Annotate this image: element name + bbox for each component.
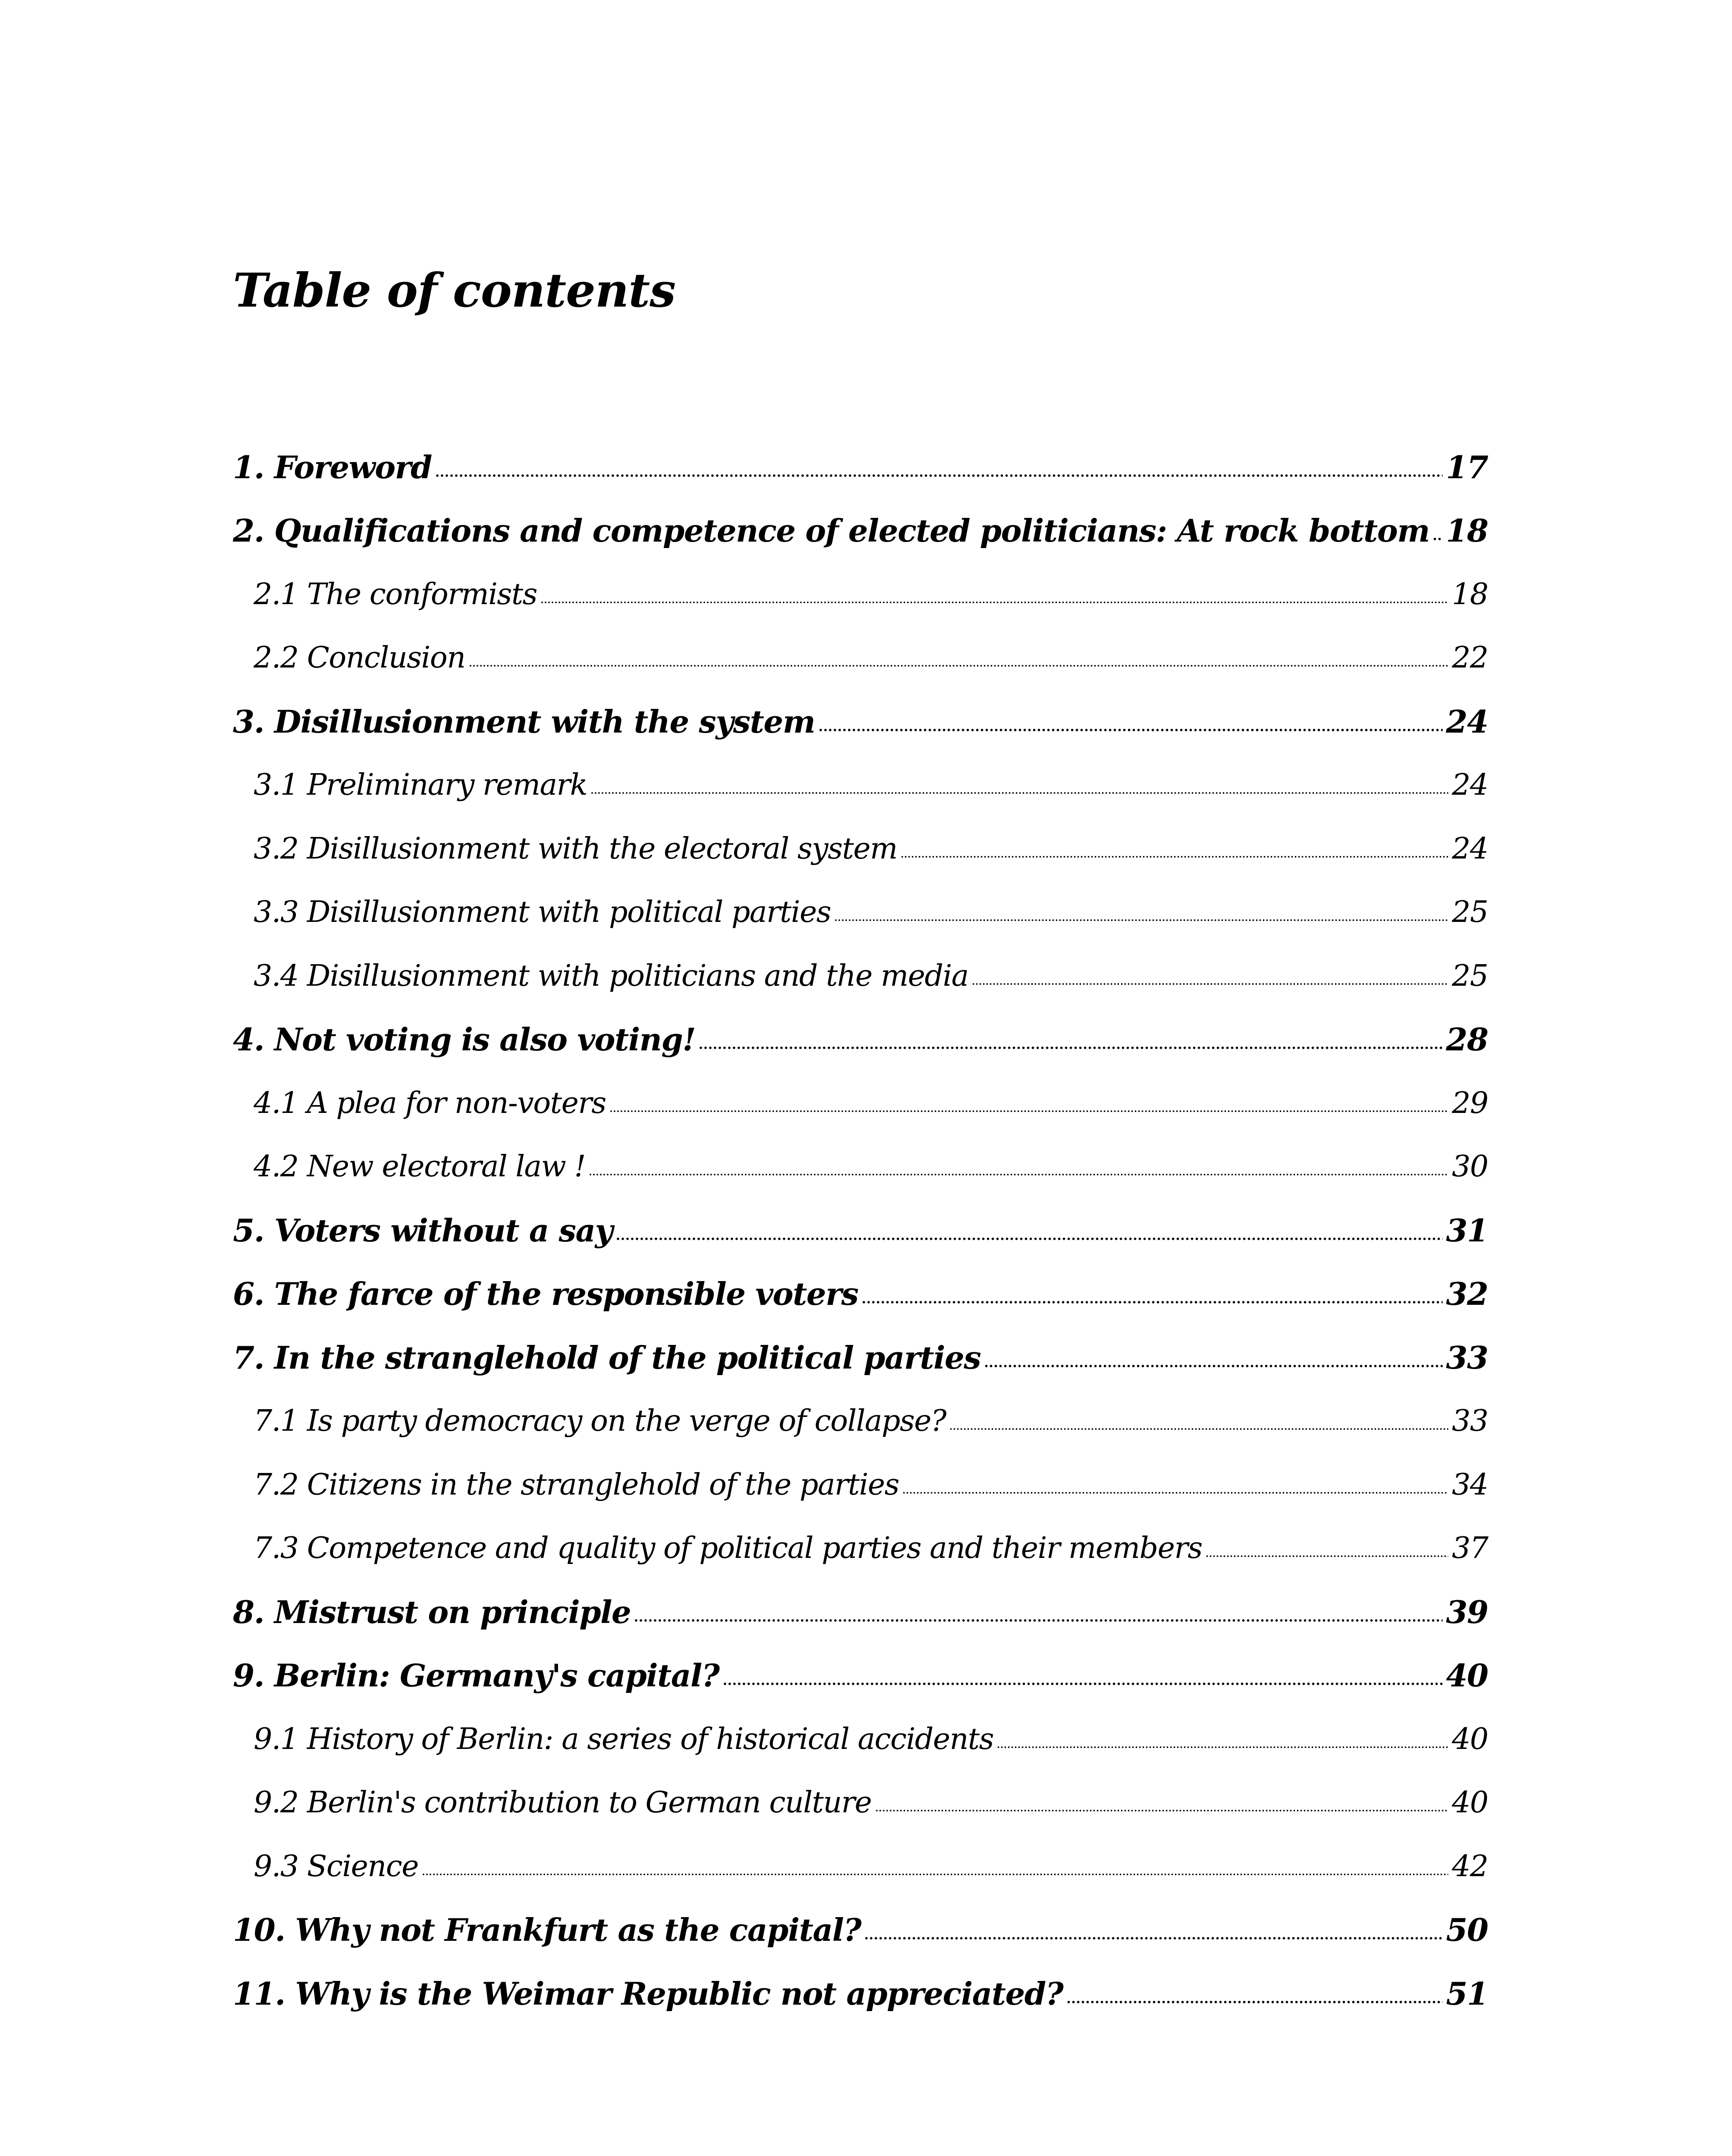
toc-subentry[interactable] (233, 1135, 1488, 1199)
toc-page-number: 22 (1452, 641, 1488, 675)
toc-dot-leader (541, 583, 1448, 607)
toc-page-number: 40 (1452, 1722, 1488, 1756)
toc-page-number: 31 (1446, 1212, 1488, 1249)
toc-page-number: 33 (1446, 1339, 1488, 1376)
toc-entry-title: 9. Berlin: Germany's capital? (233, 1657, 719, 1694)
toc-subentry[interactable] (233, 1517, 1488, 1581)
toc-entry[interactable] (233, 690, 1488, 754)
toc-entry-title: 4.2 New electoral law ! (254, 1150, 586, 1184)
toc-entry[interactable] (233, 1199, 1488, 1263)
toc-dot-leader (700, 1028, 1442, 1052)
toc-entry[interactable] (233, 1580, 1488, 1644)
toc-dot-leader (617, 1219, 1443, 1243)
toc-page-number: 25 (1452, 959, 1488, 993)
toc-dot-leader (1206, 1536, 1448, 1561)
toc-page-number: 40 (1452, 1786, 1488, 1820)
table-of-contents (233, 436, 1488, 2026)
toc-entry[interactable] (233, 1326, 1488, 1390)
page-title: Table of contents (233, 263, 676, 318)
toc-dot-leader (950, 1409, 1448, 1433)
toc-page-number: 51 (1446, 1975, 1488, 2012)
toc-entry-title: 7. In the stranglehold of the political parties (233, 1339, 981, 1376)
toc-subentry[interactable] (233, 627, 1488, 690)
toc-subentry[interactable] (233, 563, 1488, 627)
toc-page-number: 17 (1446, 448, 1488, 486)
toc-entry-title: 11. Why is the Weimar Republic not appreciated? (233, 1975, 1063, 2012)
toc-entry-title: 9.1 History of Berlin: a series of historical accidents (254, 1722, 994, 1756)
toc-entry-title: 3.4 Disillusionment with politicians and the media (254, 959, 969, 993)
toc-dot-leader (591, 773, 1448, 797)
toc-dot-leader (835, 900, 1448, 924)
toc-page-number: 29 (1452, 1086, 1488, 1120)
toc-entry-title: 4. Not voting is also voting! (233, 1021, 696, 1058)
toc-entry-title: 1. Foreword (233, 448, 432, 486)
toc-entry-title: 2. Qualifications and competence of elected politicians: At rock bottom (233, 512, 1430, 549)
toc-entry[interactable] (233, 1008, 1488, 1072)
toc-dot-leader (590, 1155, 1448, 1179)
toc-subentry[interactable] (233, 1835, 1488, 1899)
toc-page-number: 33 (1452, 1404, 1488, 1438)
toc-dot-leader (903, 1473, 1448, 1497)
toc-page-number: 18 (1446, 512, 1488, 549)
toc-entry-title: 2.2 Conclusion (254, 641, 465, 675)
toc-entry[interactable] (233, 499, 1488, 563)
toc-page-number: 25 (1452, 895, 1488, 930)
toc-entry-title: 3.1 Preliminary remark (254, 768, 587, 802)
toc-page-number: 24 (1452, 768, 1488, 802)
toc-dot-leader (1434, 519, 1442, 543)
toc-page-number: 32 (1446, 1275, 1488, 1313)
toc-dot-leader (436, 455, 1443, 479)
toc-entry-title: 9.3 Science (254, 1849, 419, 1883)
toc-dot-leader (610, 1091, 1449, 1116)
toc-entry-title: 8. Mistrust on principle (233, 1593, 631, 1630)
toc-entry-title: 10. Why not Frankfurt as the capital? (233, 1912, 861, 1949)
toc-page-number: 28 (1446, 1021, 1488, 1058)
toc-subentry[interactable] (233, 944, 1488, 1008)
toc-subentry[interactable] (233, 1390, 1488, 1454)
toc-entry-title: 7.2 Citizens in the stranglehold of the parties (254, 1467, 899, 1502)
toc-entry-title: 6. The farce of the responsible voters (233, 1275, 858, 1313)
toc-subentry[interactable] (233, 754, 1488, 818)
toc-dot-leader (901, 837, 1448, 861)
toc-dot-leader (423, 1855, 1448, 1879)
toc-page-number: 24 (1452, 831, 1488, 866)
toc-page-number: 30 (1452, 1150, 1488, 1184)
toc-entry[interactable] (233, 1263, 1488, 1326)
toc-entry-title: 3.3 Disillusionment with political parties (254, 895, 831, 930)
toc-entry-title: 2.1 The conformists (254, 577, 537, 611)
toc-page-number: 34 (1452, 1467, 1488, 1502)
toc-entry[interactable] (233, 1962, 1488, 2026)
toc-dot-leader (876, 1791, 1449, 1815)
toc-page-number: 40 (1446, 1657, 1488, 1694)
toc-dot-leader (819, 710, 1443, 734)
toc-subentry[interactable] (233, 1453, 1488, 1517)
toc-entry[interactable] (233, 436, 1488, 499)
toc-entry-title: 3.2 Disillusionment with the electoral system (254, 831, 897, 866)
toc-dot-leader (635, 1600, 1442, 1624)
toc-dot-leader (973, 964, 1448, 988)
toc-subentry[interactable] (233, 1708, 1488, 1771)
toc-entry[interactable] (233, 1899, 1488, 1962)
toc-dot-leader (863, 1282, 1443, 1306)
toc-dot-leader (1067, 1982, 1443, 2006)
toc-entry-title: 7.1 Is party democracy on the verge of collapse? (254, 1404, 946, 1438)
toc-subentry[interactable] (233, 817, 1488, 881)
toc-dot-leader (470, 646, 1449, 670)
toc-entry[interactable] (233, 1644, 1488, 1708)
toc-dot-leader (724, 1664, 1443, 1688)
toc-page-number: 50 (1446, 1912, 1488, 1949)
toc-subentry[interactable] (233, 881, 1488, 945)
toc-dot-leader (998, 1727, 1448, 1752)
toc-entry-title: 5. Voters without a say (233, 1212, 612, 1249)
toc-dot-leader (865, 1918, 1443, 1942)
toc-entry-title: 3. Disillusionment with the system (233, 703, 815, 740)
toc-dot-leader (985, 1346, 1443, 1370)
toc-page-number: 42 (1452, 1849, 1488, 1883)
toc-subentry[interactable] (233, 1771, 1488, 1835)
toc-subentry[interactable] (233, 1072, 1488, 1135)
toc-page-number: 39 (1446, 1593, 1488, 1630)
toc-entry-title: 9.2 Berlin's contribution to German culture (254, 1786, 872, 1820)
toc-page-number: 37 (1452, 1531, 1488, 1566)
toc-entry-title: 4.1 A plea for non-voters (254, 1086, 606, 1120)
toc-entry-title: 7.3 Competence and quality of political parties and their members (254, 1531, 1202, 1566)
toc-page-number: 24 (1446, 703, 1488, 740)
toc-page-number: 18 (1452, 577, 1488, 611)
